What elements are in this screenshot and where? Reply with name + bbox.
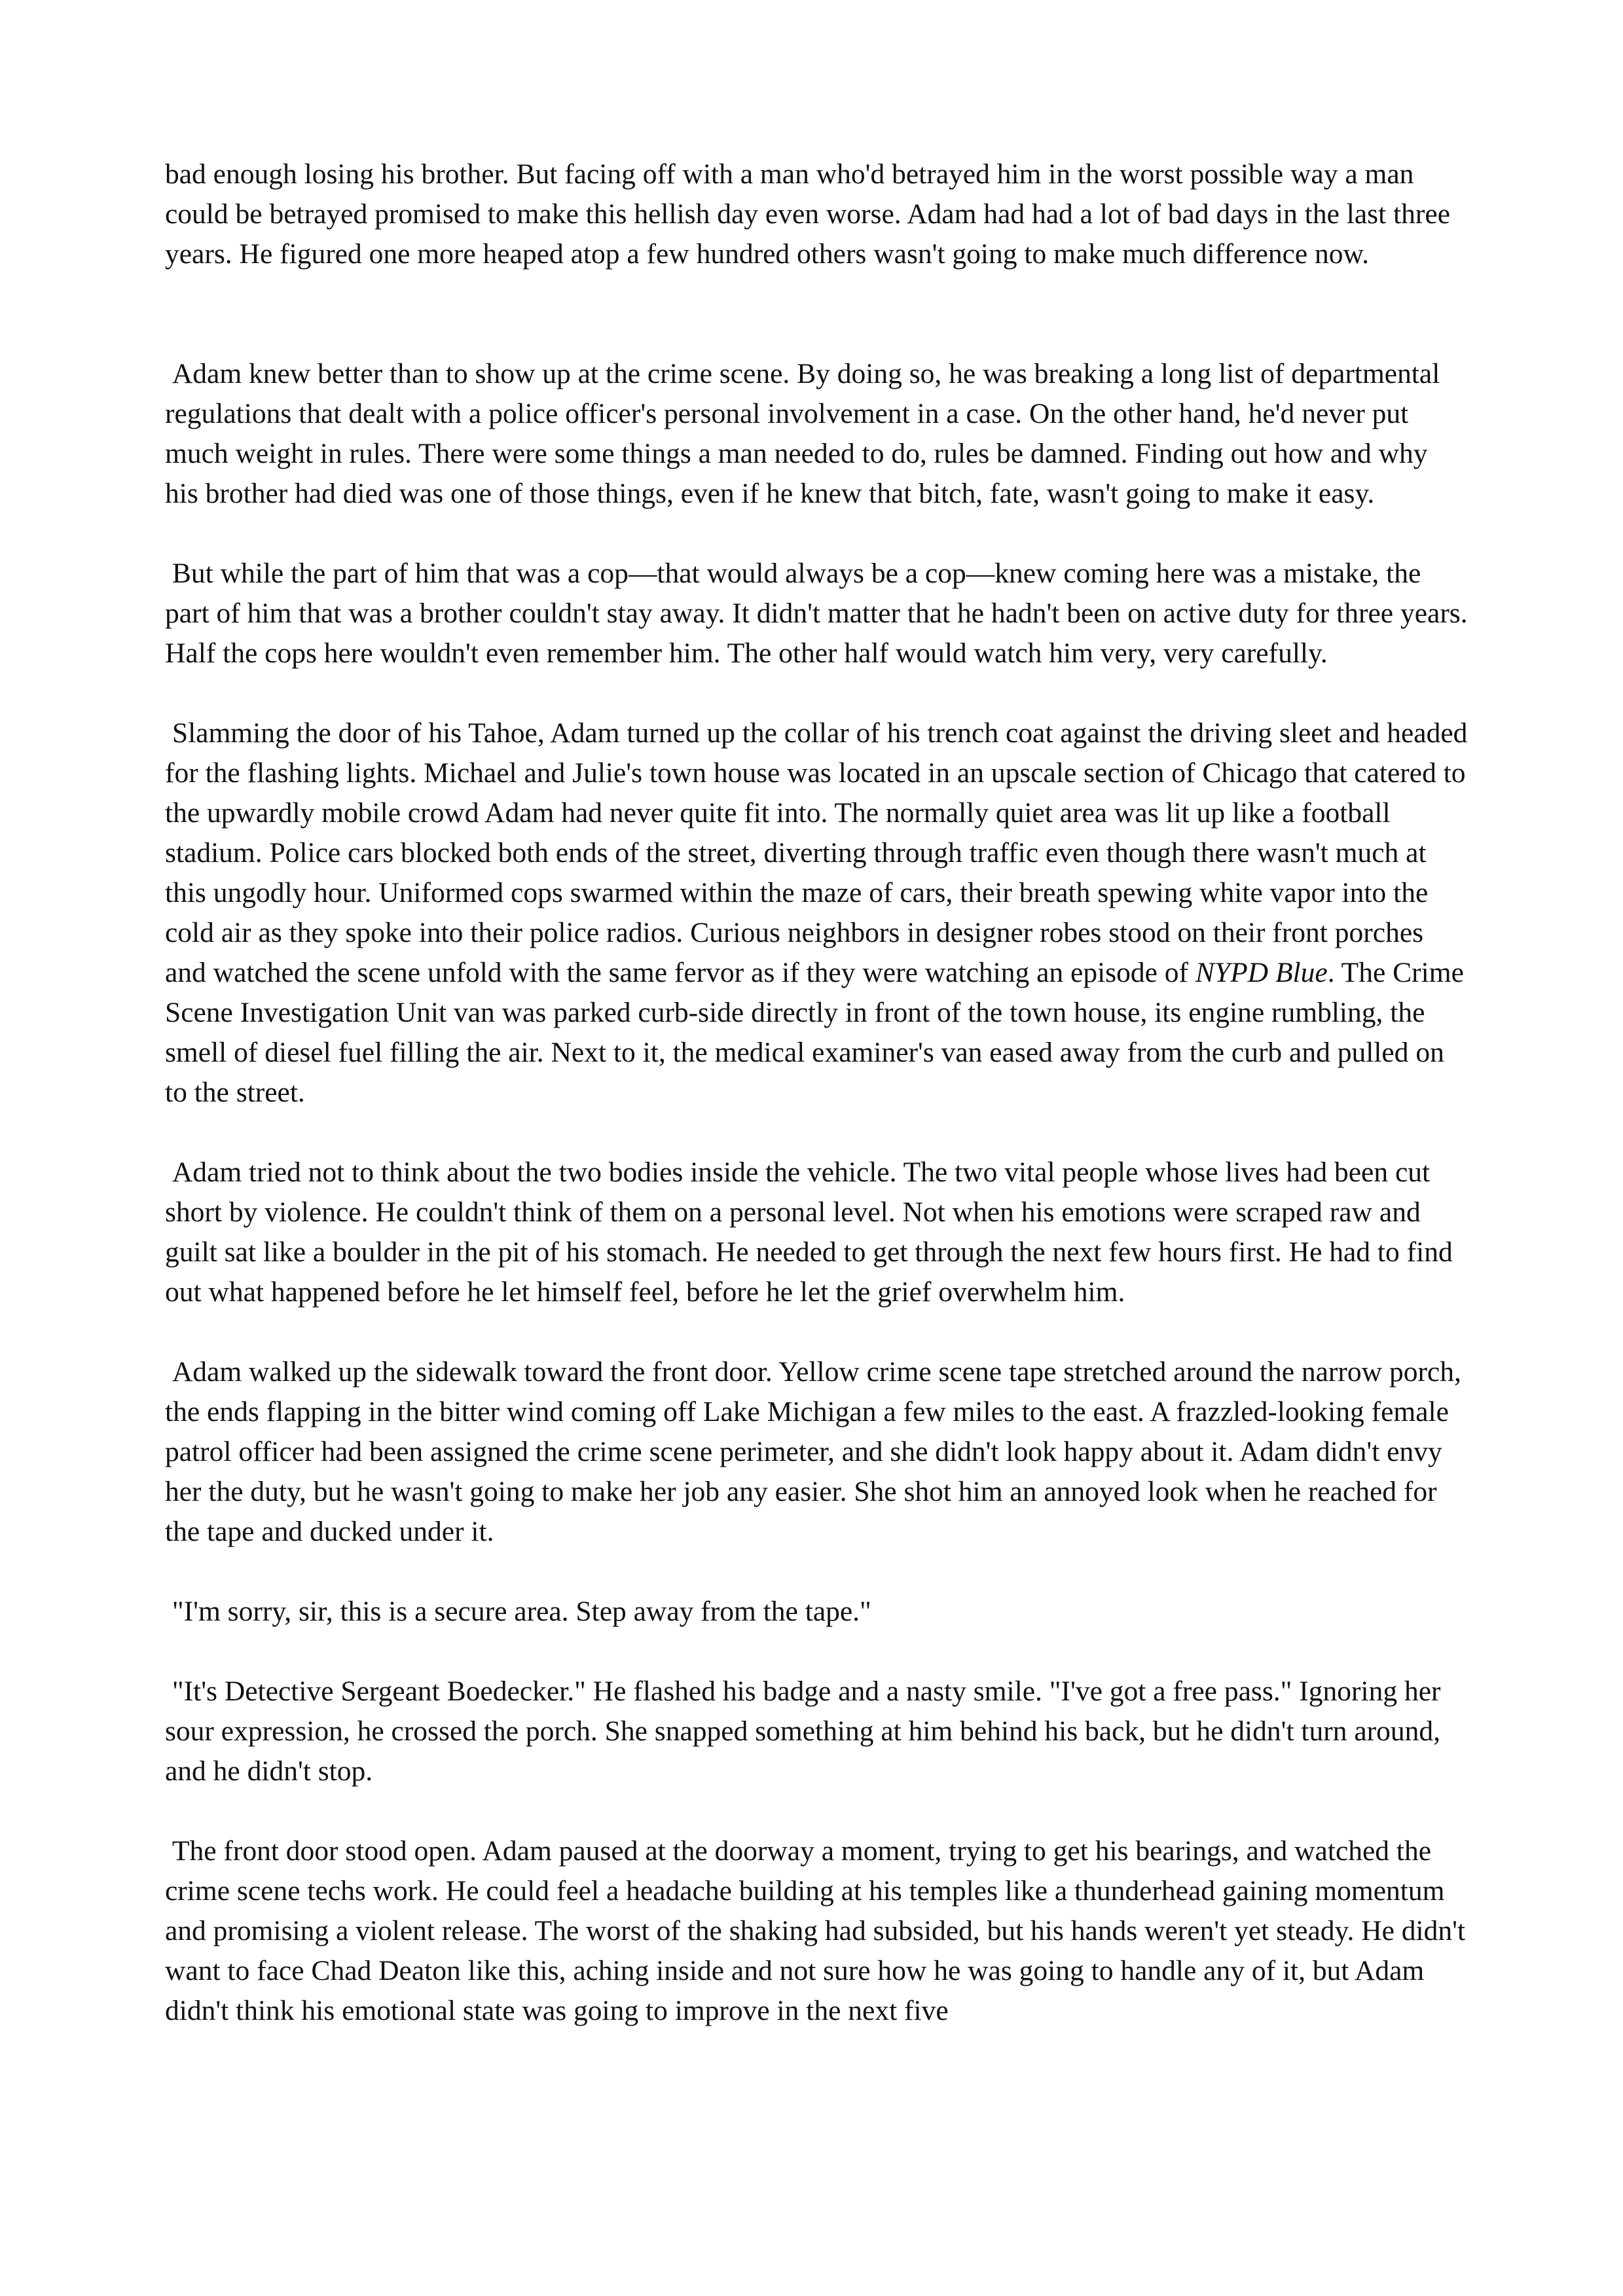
paragraph-spacer bbox=[165, 514, 1468, 554]
paragraph-7: "I'm sorry, sir, this is a secure area. Step away from the tape." bbox=[165, 1596, 871, 1627]
paragraph-spacer bbox=[165, 673, 1468, 713]
paragraph-4-text-before: Slamming the door of his Tahoe, Adam turned up the collar of his trench coat against the driving sleet and headed for the flashing lights. Michael and Julie's town house was located in an upscale section of Chicago that catered to the upwardly mobile crowd Adam had never quite fit into. The normally quiet area was lit up like a football stadium. Police cars blocked both ends of the street, diverting through traffic even though there wasn't much at this ungodly hour. Uniformed cops swarmed within the maze of cars, their breath spewing white vapor into the cold air as they spoke into their police radios. Curious neighbors in designer robes stood on their front porches and watched the scene unfold with the same fervor as if they were watching an episode of bbox=[165, 717, 1475, 988]
paragraph-6: Adam walked up the sidewalk toward the front door. Yellow crime scene tape stretched around the narrow porch, the ends flapping in the bitter wind coming off Lake Michigan a few miles to the east. A frazzled-looking female patrol officer had been assigned the crime scene perimeter, and she didn't look happy about it. Adam didn't envy her the duty, but he wasn't going to make her job any easier. She shot him an annoyed look when he reached for the tape and ducked under it. bbox=[165, 1356, 1468, 1547]
paragraph-spacer bbox=[165, 1791, 1468, 1831]
body-text bbox=[165, 154, 1475, 2031]
paragraph-1: bad enough losing his brother. But facing off with a man who'd betrayed him in the worst possible way a man could be betrayed promised to make this hellish day even worse. Adam had had a lot of bad days in the last three years. He figured one more heaped atop a few hundred others wasn't going to make much difference now. bbox=[165, 158, 1457, 270]
paragraph-5: Adam tried not to think about the two bodies inside the vehicle. The two vital people whose lives had been cut short by violence. He couldn't think of them on a personal level. Not when his emotions were scraped raw and guilt sat like a boulder in the pit of his stomach. He needed to get through the next few hours first. He had to find out what happened before he let himself feel, before he let the grief overwhelm him. bbox=[165, 1157, 1460, 1308]
paragraph-8: "It's Detective Sergeant Boedecker." He flashed his badge and a nasty smile. "I've got a free pass." Ignoring her sour expression, he crossed the porch. She snapped something at him behind his back, but he didn't turn around, and he didn't stop. bbox=[165, 1676, 1448, 1787]
paragraph-9: The front door stood open. Adam paused at the doorway a moment, trying to get his bearings, and watched the crime scene techs work. He could feel a headache building at his temples like a thunderhead gaining momentum and promising a violent release. The worst of the shaking had subsided, but his hands weren't yet steady. He didn't want to face Chad Deaton like this, aching inside and not sure how he was going to handle any of it, but Adam didn't think his emotional state was going to improve in the next five bbox=[165, 1835, 1472, 2026]
paragraph-3: But while the part of him that was a cop—that would always be a cop—knew coming here was a mistake, the part of him that was a brother couldn't stay away. It didn't matter that he hadn't been on active duty for three years. Half the cops here wouldn't even remember him. The other half would watch him very, very carefully. bbox=[165, 558, 1475, 669]
paragraph-2: Adam knew better than to show up at the crime scene. By doing so, he was breaking a long list of departmental regulations that dealt with a police officer's personal involvement in a case. On the other hand, he'd never put much weight in rules. There were some things a man needed to do, rules be damned. Finding out how and why his brother had died was one of those things, even if he knew that bitch, fate, wasn't going to make it easy. bbox=[165, 358, 1448, 509]
paragraph-spacer bbox=[165, 1632, 1468, 1672]
paragraph-4-text-after: . The Crime Scene Investigation Unit van was parked curb-side directly in front of the town house, its engine rumbling, the smell of diesel fuel filling the air. Next to it, the medical examiner's van eased away from the curb and pulled on to the street. bbox=[165, 957, 1471, 1108]
tv-show-title: NYPD Blue bbox=[1195, 957, 1328, 988]
paragraph-spacer bbox=[165, 1552, 1468, 1592]
paragraph-spacer bbox=[165, 274, 1468, 354]
paragraph-4 bbox=[165, 713, 1475, 1113]
paragraph-spacer bbox=[165, 1312, 1468, 1352]
paragraph-spacer bbox=[165, 1113, 1468, 1153]
